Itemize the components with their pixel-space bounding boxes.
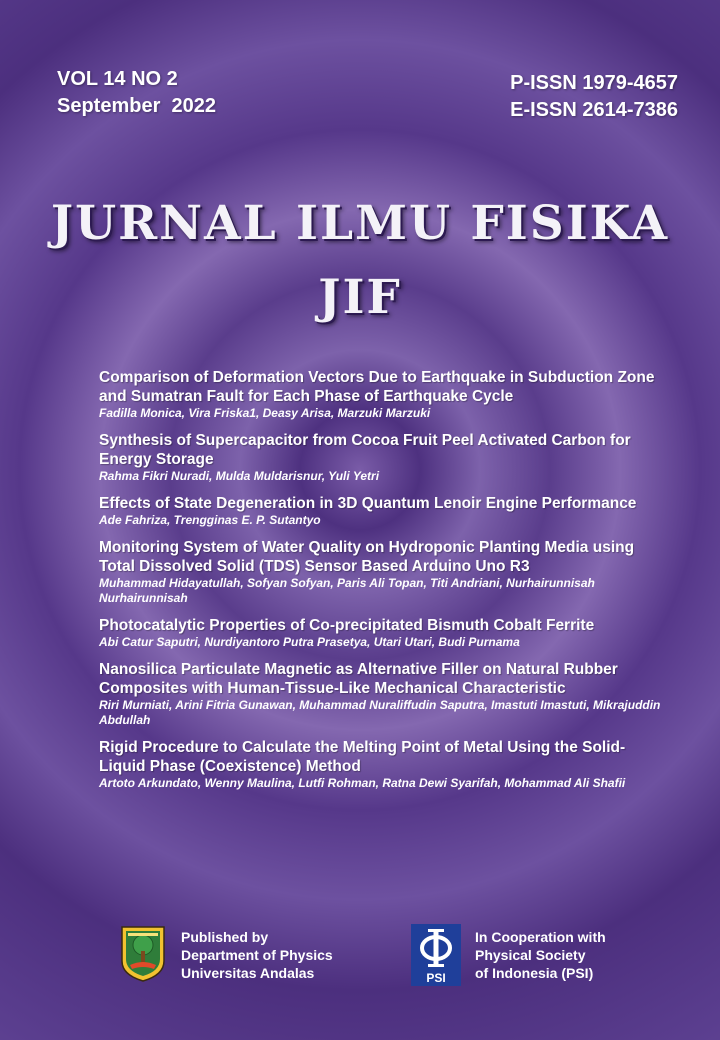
issue-volume: VOL 14 NO 2: [57, 68, 178, 90]
article-title: Monitoring System of Water Quality on Hydroponic Planting Media using Total Dissolved Solid (TDS) Sensor Based Arduino Uno R3: [99, 539, 635, 575]
issue-date: September 2022: [57, 95, 216, 117]
cooperation-info: [475, 928, 606, 982]
article-title: Nanosilica Particulate Magnetic as Alternative Filler on Natural Rubber Composites with Human-Tissue-Like Mechanical Characteristic: [99, 661, 618, 697]
article-authors: Abi Catur Saputri, Nurdiyantoro Putra Prasetya, Utari Utari, Budi Purnama: [99, 635, 520, 649]
article-list: [99, 368, 669, 801]
cooperation-line: In Cooperation with: [475, 929, 606, 945]
article-authors: Artoto Arkundato, Wenny Maulina, Lutfi Rohman, Ratna Dewi Syarifah, Mohammad Ali Shafii: [99, 776, 626, 790]
article-title: Effects of State Degeneration in 3D Quantum Lenoir Engine Performance: [99, 495, 637, 512]
psi-logo-text: PSI: [426, 971, 446, 985]
article-item: [99, 616, 669, 650]
publisher-department: Department of Physics: [181, 947, 333, 963]
psi-logo: [411, 924, 461, 986]
article-authors: Rahma Fikri Nuradi, Mulda Muldarisnur, Yuli Yetri: [99, 469, 380, 483]
article-title: Photocatalytic Properties of Co-precipitated Bismuth Cobalt Ferrite: [99, 617, 595, 634]
print-issn: P-ISSN 1979-4657: [510, 72, 678, 94]
publisher-info: [181, 928, 333, 982]
cooperation-society: Physical Society: [475, 947, 586, 963]
article-item: [99, 494, 669, 528]
journal-abbrev: JIF: [318, 270, 402, 325]
article-authors: Ade Fahriza, Trengginas E. P. Sutantyo: [99, 513, 321, 527]
article-item: [99, 431, 669, 484]
electronic-issn: E-ISSN 2614-7386: [510, 99, 678, 121]
article-item: [99, 538, 669, 606]
universitas-andalas-logo: [118, 925, 168, 983]
journal-title: JURNAL ILMU FISIKA: [50, 196, 670, 251]
article-authors: Fadilla Monica, Vira Friska1, Deasy Arisa, Marzuki Marzuki: [99, 406, 431, 420]
article-item: [99, 738, 669, 791]
cooperation-country: of Indonesia (PSI): [475, 965, 594, 981]
article-authors: Muhammad Hidayatullah, Sofyan Sofyan, Paris Ali Topan, Titi Andriani, Nurhairunnisah Nurhairunnisah: [99, 576, 595, 605]
article-title: Rigid Procedure to Calculate the Melting Point of Metal Using the Solid-Liquid Phase (Coexistence) Method: [99, 739, 626, 775]
article-authors: Riri Murniati, Arini Fitria Gunawan, Muhammad Nuraliffudin Saputra, Imastuti Imastuti, Mikrajuddin Abdullah: [99, 698, 661, 727]
article-item: [99, 368, 669, 421]
article-title: Comparison of Deformation Vectors Due to Earthquake in Subduction Zone and Sumatran Fault for Each Phase of Earthquake Cycle: [99, 369, 655, 405]
article-title: Synthesis of Supercapacitor from Cocoa Fruit Peel Activated Carbon for Energy Storage: [99, 432, 631, 468]
article-item: [99, 660, 669, 728]
publisher-university: Universitas Andalas: [181, 965, 315, 981]
issue-info: [57, 66, 216, 120]
publisher-line: Published by: [181, 929, 269, 945]
issn-info: [510, 70, 678, 124]
